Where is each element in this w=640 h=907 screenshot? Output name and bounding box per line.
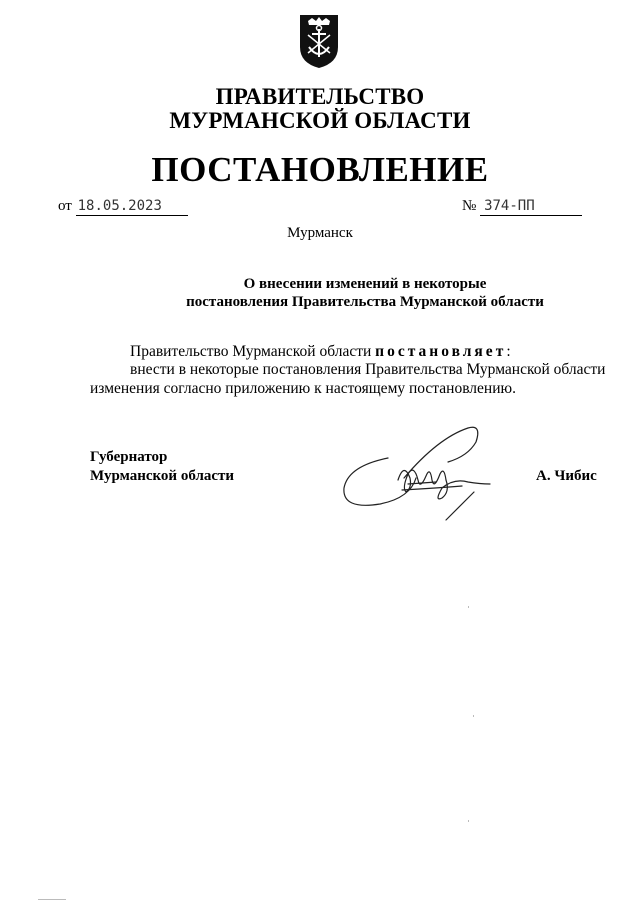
body-colon: :	[506, 343, 511, 360]
signer-position-line2: Мурманской области	[90, 468, 235, 484]
scan-speck	[473, 715, 474, 717]
date-row	[58, 198, 188, 216]
scan-edge-mark	[38, 899, 66, 900]
body-paragraph-3: изменения согласно приложению к настоящему постановлению.	[90, 380, 516, 397]
body-paragraph-2: внести в некоторые постановления Правительства Мурманской области	[130, 361, 606, 378]
subject-line2: постановления Правительства Мурманской области	[186, 294, 544, 310]
number-prefix: №	[462, 198, 477, 214]
date-value: 18.05.2023	[76, 198, 188, 216]
document-type: ПОСТАНОВЛЕНИЕ	[151, 150, 489, 189]
signature-icon	[338, 418, 498, 526]
subject-line1: О внесении изменений в некоторые	[243, 276, 487, 292]
government-title-line1: ПРАВИТЕЛЬСТВО	[215, 84, 425, 109]
body-decree-word: постановляет	[375, 343, 507, 360]
coat-of-arms-icon	[298, 13, 340, 69]
body-lead: Правительство Мурманской области	[130, 343, 376, 360]
scan-speck	[468, 606, 469, 608]
city: Мурманск	[287, 225, 353, 241]
signer-name: А. Чибис	[536, 468, 597, 484]
date-prefix: от	[58, 198, 72, 214]
scan-speck	[468, 820, 469, 822]
body-paragraph-1	[130, 343, 511, 361]
number-value: 374-ПП	[480, 198, 582, 216]
number-row	[462, 198, 582, 216]
signer-position-line1: Губернатор	[90, 449, 168, 465]
government-title-line2: МУРМАНСКОЙ ОБЛАСТИ	[169, 108, 471, 133]
